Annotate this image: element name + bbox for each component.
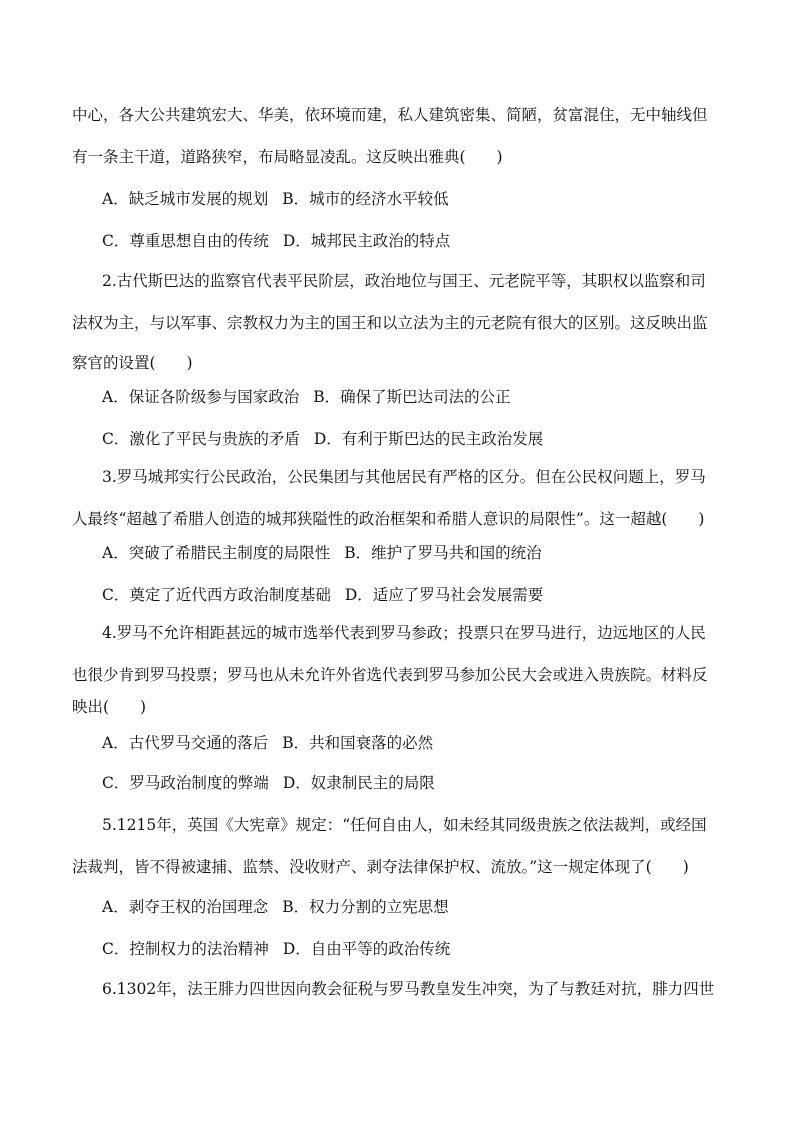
q3-line-1: 3.罗马城邦实行公民政治，公民集团与其他居民有严格的区分。但在公民权问题上，罗马 [102, 468, 706, 486]
q4-option-c[interactable]: C．罗马政治制度的弊端 [102, 774, 269, 792]
q2-line-3: 察官的设置( ) [72, 354, 193, 372]
q5-line-1: 5.1215年，英国《大宪章》规定：“任何自由人，如未经其同级贵族之依法裁判，或经国 [102, 816, 707, 834]
q2-option-a[interactable]: A．保证各阶级参与国家政治 [102, 388, 300, 406]
q2-option-d[interactable]: D．有利于斯巴达的民主政治发展 [313, 430, 544, 448]
q2-line-2: 法权为主，与以军事、宗教权力为主的国王和以立法为主的元老院有很大的区别。这反映出监 [72, 314, 708, 332]
q4-option-b[interactable]: B．共和国衰落的必然 [282, 734, 434, 752]
q4-line-3: 映出( ) [72, 698, 147, 716]
q4-line-1: 4.罗马不允许相距甚远的城市选举代表到罗马参政；投票只在罗马进行，边远地区的人民 [102, 624, 706, 642]
q4-options-row-1 [102, 732, 433, 754]
q2-options-row-1 [102, 386, 511, 408]
q5-line-2: 法裁判，皆不得被逮捕、监禁、没收财产、剥夺法律保护权、流放。”这一规定体现了( ) [72, 858, 689, 876]
q1-line-1: 中心，各大公共建筑宏大、华美，依环境而建，私人建筑密集、简陋，贫富混住，无中轴线但 [72, 106, 708, 124]
q4-options-row-2 [102, 772, 435, 794]
q6-line-1: 6.1302年，法王腓力四世因向教会征税与罗马教皇发生冲突，为了与教廷对抗，腓力四世 [102, 980, 715, 998]
q3-option-a[interactable]: A．突破了希腊民主制度的局限性 [102, 544, 331, 562]
q5-options-row-2 [102, 938, 450, 960]
q1-option-a[interactable]: A．缺乏城市发展的规划 [102, 190, 269, 208]
q5-option-c[interactable]: C．控制权力的法治精神 [102, 940, 269, 958]
q3-options-row-1 [102, 542, 542, 564]
q2-option-b[interactable]: B．确保了斯巴达司法的公正 [313, 388, 511, 406]
q2-option-c[interactable]: C．激化了平民与贵族的矛盾 [102, 430, 300, 448]
q1-options-row-2 [102, 230, 450, 252]
q4-option-a[interactable]: A．古代罗马交通的落后 [102, 734, 269, 752]
q1-line-2: 有一条主干道，道路狭窄，布局略显凌乱。这反映出雅典( ) [72, 148, 503, 166]
q2-line-1: 2.古代斯巴达的监察官代表平民阶层，政治地位与国王、元老院平等，其职权以监察和司 [102, 272, 706, 290]
q3-option-c[interactable]: C．奠定了近代西方政治制度基础 [102, 586, 331, 604]
q3-options-row-2 [102, 584, 543, 606]
q1-option-b[interactable]: B．城市的经济水平较低 [282, 190, 449, 208]
q1-option-c[interactable]: C．尊重思想自由的传统 [102, 232, 269, 250]
q1-options-row-1 [102, 188, 449, 210]
q5-options-row-1 [102, 896, 449, 918]
q5-option-a[interactable]: A．剥夺王权的治国理念 [102, 898, 269, 916]
q2-options-row-2 [102, 428, 543, 450]
q3-option-b[interactable]: B．维护了罗马共和国的统治 [344, 544, 542, 562]
q4-option-d[interactable]: D．奴隶制民主的局限 [282, 774, 435, 792]
q3-option-d[interactable]: D．适应了罗马社会发展需要 [344, 586, 544, 604]
q5-option-d[interactable]: D．自由平等的政治传统 [282, 940, 451, 958]
q3-line-2: 人最终“超越了希腊人创造的城邦狭隘性的政治框架和希腊人意识的局限性”。这一超越( ) [72, 510, 705, 528]
q1-option-d[interactable]: D．城邦民主政治的特点 [282, 232, 451, 250]
q5-option-b[interactable]: B．权力分割的立宪思想 [282, 898, 449, 916]
q4-line-2: 也很少肯到罗马投票；罗马也从未允许外省选代表到罗马参加公民大会或进入贵族院。材料反 [72, 666, 708, 684]
